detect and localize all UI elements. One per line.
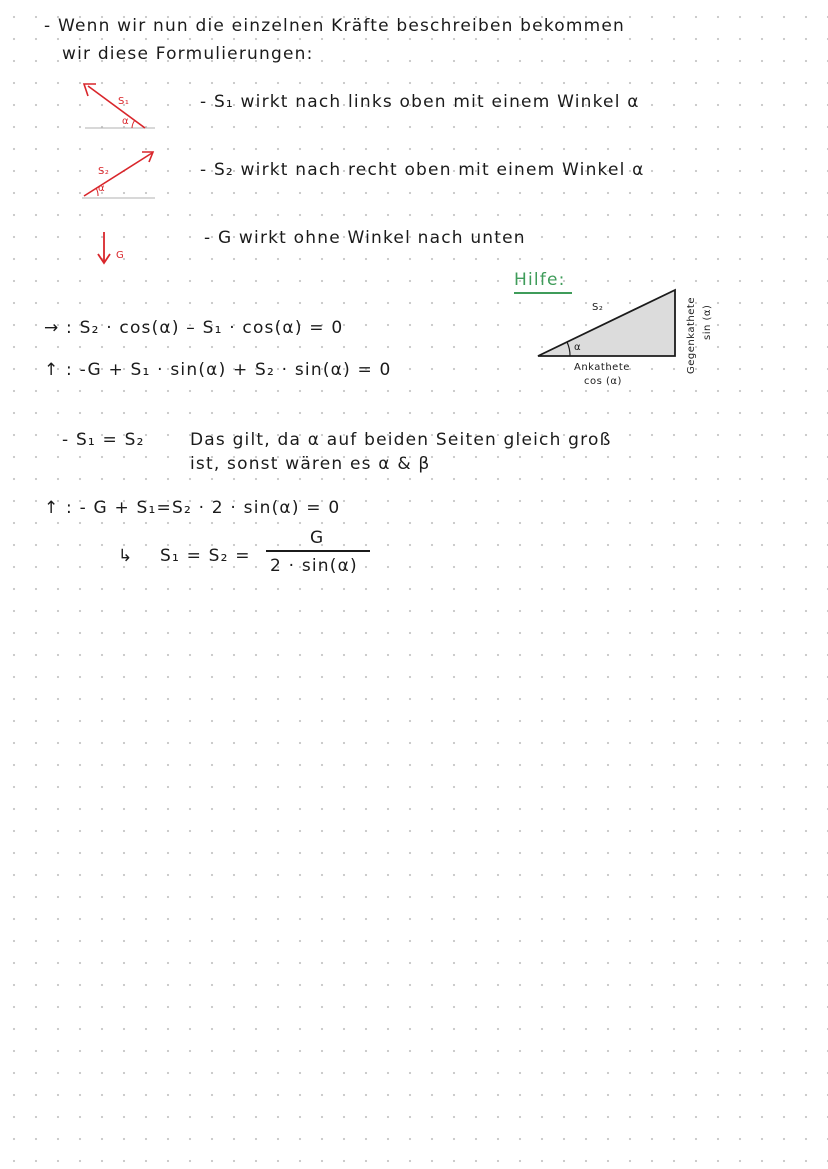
- force-g-arrow: [96, 228, 116, 268]
- force-g-label: G: [116, 250, 125, 261]
- equality-lhs: - S₁ = S₂: [62, 430, 145, 450]
- force-s2-angle: α: [98, 183, 106, 194]
- help-adjacent-fn: cos (α): [584, 376, 622, 387]
- equality-text-2: ist, sonst wären es α & β: [190, 454, 431, 474]
- equation-horizontal: → : S₂ · cos(α) – S₁ · cos(α) = 0: [44, 318, 344, 338]
- force-s2-label: S₂: [98, 166, 110, 177]
- force-s1-label: S₁: [118, 96, 130, 107]
- equation-vertical: ↑ : -G + S₁ · sin(α) + S₂ · sin(α) = 0: [44, 360, 392, 380]
- result-denominator: 2 · sin(α): [270, 556, 358, 576]
- help-hypotenuse: S₂: [592, 302, 604, 313]
- help-opposite-fn: sin (α): [702, 304, 713, 340]
- intro-line-2: wir diese Formulierungen:: [62, 44, 314, 64]
- force-s1-text: - S₁ wirkt nach links oben mit einem Winkel α: [200, 92, 640, 112]
- help-title: Hilfe:: [514, 270, 566, 290]
- force-g-text: - G wirkt ohne Winkel nach unten: [204, 228, 526, 248]
- help-triangle: [530, 284, 690, 364]
- help-adjacent: Ankathete: [574, 362, 630, 373]
- result-numerator: G: [310, 528, 325, 548]
- intro-line-1: - Wenn wir nun die einzelnen Kräfte beschreiben bekommen: [44, 16, 626, 36]
- fraction-line: [266, 550, 370, 552]
- equality-text-1: Das gilt, da α auf beiden Seiten gleich groß: [190, 430, 612, 450]
- help-opposite: Gegenkathete: [686, 297, 697, 374]
- force-s2-sketch: [80, 148, 170, 203]
- help-angle: α: [574, 342, 582, 353]
- result-lhs: S₁ = S₂ =: [160, 546, 251, 566]
- result-arrow: ↳: [118, 546, 134, 566]
- result-equation: ↑ : - G + S₁=S₂ · 2 · sin(α) = 0: [44, 498, 341, 518]
- force-s2-text: - S₂ wirkt nach recht oben mit einem Winkel α: [200, 160, 645, 180]
- force-s1-angle: α: [122, 116, 130, 127]
